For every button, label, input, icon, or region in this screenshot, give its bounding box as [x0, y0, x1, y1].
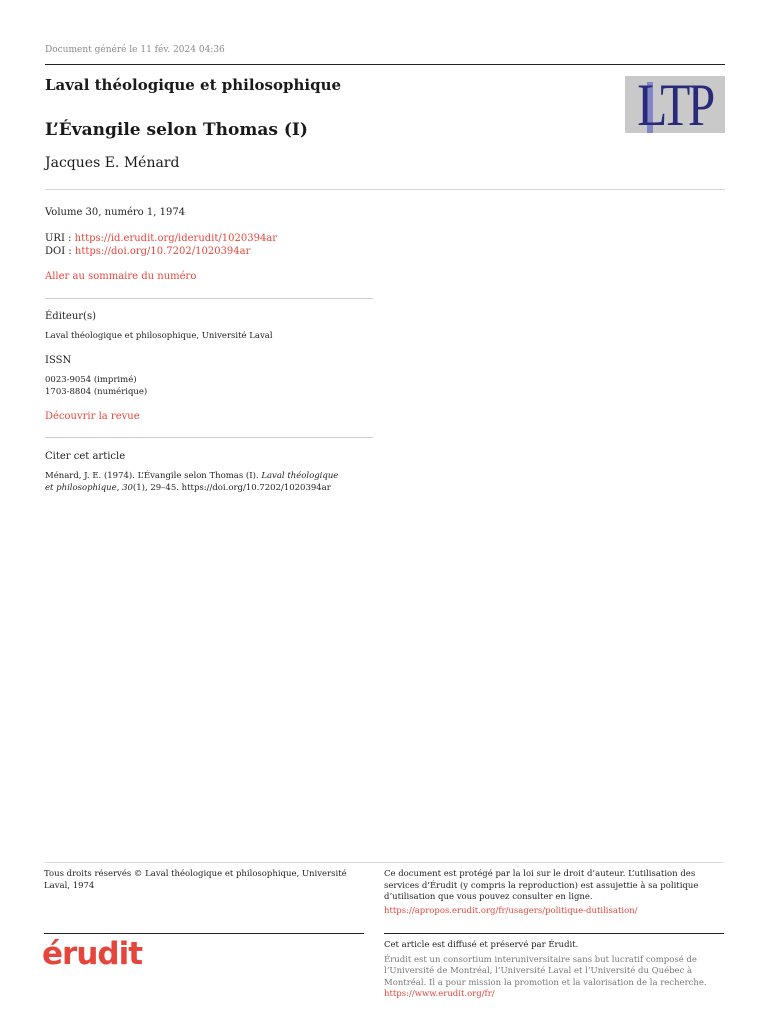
- doi-line: [45, 246, 250, 257]
- citation-volume: 30: [122, 483, 133, 493]
- copyright-block: [384, 869, 714, 917]
- issn-print: 0023-9054 (imprimé): [45, 375, 137, 385]
- issn-digital: 1703-8804 (numérique): [45, 387, 148, 397]
- diffused-text: Cet article est diffusé et préservé par Érudit.: [384, 940, 579, 950]
- uri-line: [45, 233, 277, 244]
- footer-rule-right: [384, 933, 724, 934]
- issn-label: ISSN: [45, 355, 72, 366]
- top-rule: [45, 64, 725, 65]
- section-divider-1: [45, 298, 373, 299]
- header-divider: [45, 189, 725, 190]
- logo-text: LTP: [637, 76, 713, 133]
- erudit-logo: érudit: [42, 936, 143, 972]
- article-title: L’Évangile selon Thomas (I): [45, 120, 308, 140]
- footer-rule-left: [44, 933, 364, 934]
- section-divider-2: [45, 437, 373, 438]
- summary-link[interactable]: Aller au sommaire du numéro: [45, 271, 197, 282]
- journal-name: Laval théologique et philosophique: [45, 76, 342, 94]
- consortium-text: Érudit est un consortium interuniversitaire sans but lucratif composé de l’Université de Montréal, l’Université Laval et l’Université du Québec à Montréal. Il a pour mission la promotion et la valorisation de la recherche.: [384, 954, 707, 988]
- publisher-value: Laval théologique et philosophique, Université Laval: [45, 331, 273, 341]
- erudit-link[interactable]: https://www.erudit.org/fr/: [384, 989, 495, 999]
- citation-sep: ,: [116, 483, 123, 493]
- journal-logo: [625, 76, 725, 133]
- rights-text: Tous droits réservés © Laval théologique et philosophique, Université Laval, 1974: [44, 869, 347, 891]
- publisher-label: Éditeur(s): [45, 311, 96, 322]
- policy-link[interactable]: https://apropos.erudit.org/fr/usagers/politique-dutilisation/: [384, 905, 638, 916]
- generated-date: Document généré le 11 fév. 2024 04:36: [45, 45, 225, 55]
- volume-info: Volume 30, numéro 1, 1974: [45, 207, 186, 218]
- citation-part2: (1), 29–45. https://doi.org/10.7202/1020394ar: [132, 483, 331, 493]
- footer-divider: [44, 862, 724, 863]
- article-author: Jacques E. Ménard: [45, 155, 180, 171]
- citation-journal: Laval théologique et philosophique: [45, 471, 339, 493]
- uri-label: URI :: [45, 233, 75, 244]
- discover-journal-link[interactable]: Découvrir la revue: [45, 411, 140, 422]
- cite-label: Citer cet article: [45, 451, 126, 462]
- doi-link[interactable]: https://doi.org/10.7202/1020394ar: [74, 246, 251, 257]
- copyright-notice: Ce document est protégé par la loi sur le droit d’auteur. L’utilisation des services d’Érudit (y compris la reproduction) est assujettie à sa politique d’utilisation que vous pouvez consulter en ligne.: [384, 869, 699, 902]
- citation-part1: Ménard, J. E. (1974). L’Évangile selon Thomas (I).: [45, 471, 262, 481]
- doi-label: DOI :: [45, 246, 75, 257]
- citation-text: [45, 470, 345, 494]
- uri-link[interactable]: https://id.erudit.org/iderudit/1020394ar: [74, 233, 278, 244]
- erudit-info: [384, 940, 714, 1001]
